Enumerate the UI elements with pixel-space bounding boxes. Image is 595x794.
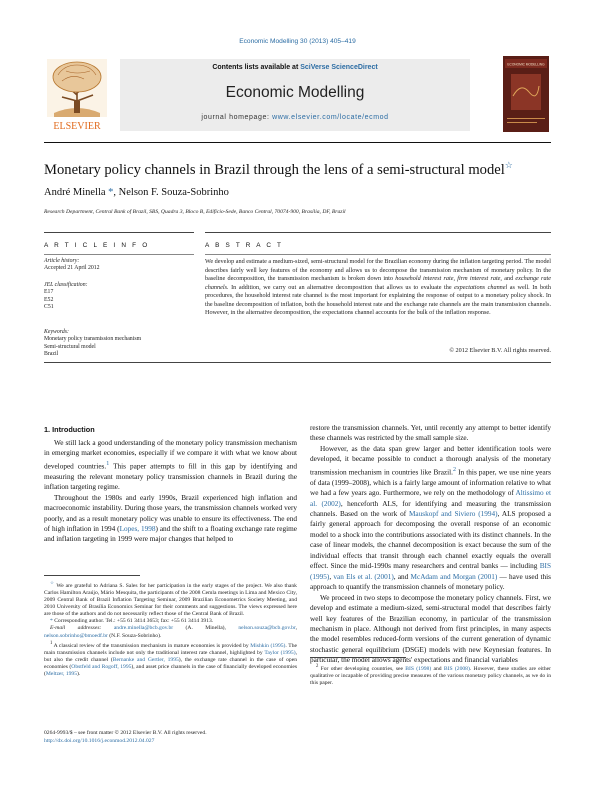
citation-link[interactable]: van Els et al. (2001) — [333, 572, 394, 581]
journal-cover-thumbnail[interactable] — [503, 56, 549, 132]
footnote-divider — [44, 575, 140, 576]
email-link[interactable]: nelson.sobrinho@bmoedf.br — [44, 632, 108, 639]
footnote: $^1$ A classical review of the transmission mechanism in mature economies is provided by Mishkin (1995). The main transmission channels include not only the traditional interest rate channel, highlighted by Taylor (1995), but also the credit channel (Bernanke and Gertler, 1995), the exchange rate channel in the case of open economies (Obstfeld and Rogoff, 1995), and asset price channels in the case of financially developed economies (Meltzer, 1995). — [44, 640, 298, 677]
front-matter-line: 0264-9993/$ – see front matter © 2012 Elsevier B.V. All rights reserved. — [44, 730, 207, 736]
header-divider — [44, 142, 551, 143]
footnote: E-mail addresses: andre.minella@bcb.gov.br (A. Minella), nelson.souza@bcb.gov.br, nelson.sobrinho@bmoedf.br (N.F. Souza-Sobrinho). — [44, 625, 298, 639]
jel-code: E52 — [44, 296, 54, 303]
jel-classification: JEL classification: E17 E52 C51 — [44, 282, 194, 312]
paragraph: Throughout the 1980s and early 1990s, Brazil experienced high inflation and macroeconomic instability. During those years, the transmission channels worked very poorly, and as a result monetary policy was unable to ensure its effectiveness. The end of high inflation in 1994 (Lopes, 1998) and the shift to a floating exchange rate regime and inflation targeting in 1999 were major changes that helped to — [44, 493, 298, 544]
footnote-divider — [310, 657, 406, 658]
publisher-name: ELSEVIER — [53, 121, 101, 132]
paragraph: restore the transmission channels. Yet, until recently any attempt to better identify these channels was restricted by the small sample size. — [310, 424, 551, 443]
author-name: André Minella — [44, 187, 106, 198]
footnote-ref[interactable]: 1 — [106, 460, 110, 467]
citation-link[interactable]: Mishkin (1995) — [250, 642, 286, 649]
citation-link[interactable]: BIS (2008) — [443, 665, 470, 672]
jel-code: E17 — [44, 289, 54, 296]
citation-link[interactable]: Altissimo et al. (2002) — [310, 489, 552, 508]
body-column-right — [310, 423, 551, 666]
journal-name: Economic Modelling — [225, 84, 365, 101]
section-heading: 1. Introduction — [44, 425, 95, 434]
author-name: Nelson F. Souza-Sobrinho — [118, 187, 229, 198]
title-footnote-marker[interactable]: ☆ — [504, 160, 513, 170]
homepage-link[interactable]: www.elsevier.com/locate/ecmod — [272, 114, 389, 121]
jel-code: C51 — [44, 304, 54, 311]
divider — [205, 232, 551, 233]
keywords: Keywords: Monetary policy transmission mechanism Semi-structural model Brazil — [44, 329, 194, 359]
citation-link[interactable]: Bernanke and Gertler, 1995 — [112, 656, 179, 663]
corresponding-author-marker[interactable]: * — [105, 187, 114, 198]
cover-image-icon — [503, 56, 549, 132]
footnote: ☆ We are grateful to Adriana S. Sales for her participation in the early stages of the project. We also thank Carlos Hamilton Araújo, Mário Mesquita, the participants of the 2008 Cemla meetings in Lima and Mexico City, 2009 Central Bank of Brazil Inflation Targeting Seminar, 2009 Brazilian Econometrics Society Meeting, and 2010 University of Brasília Economics Seminar for their comments and suggestions. The views expressed here are those of the authors and do not necessarily reflect those of the Central Bank of Brazil. — [44, 581, 298, 618]
keyword: Monetary policy transmission mechanism — [44, 336, 142, 343]
citation-link[interactable]: Lopes, 1998 — [119, 525, 156, 534]
journal-reference[interactable]: Economic Modelling 30 (2013) 405–419 — [239, 38, 356, 45]
article-title: Monetary policy channels in Brazil through the lens of a semi-structural model☆ — [44, 160, 513, 178]
divider — [44, 362, 551, 363]
paragraph: However, as the data span grew larger and better identification tools were developed, it became possible to conduct a thorough analysis of the monetary transmission mechanism in countries like Brazil.$^2$ In this paper, we use nine years of data (1999–2008), which is a fairly large amount of information relative to what we had a few years ago. Furthermore, we rely on the methodology of Altissimo et al. (2002), henceforth ALS, for identifying and measuring the transmission channels. Based on the work of Mauskopf and Siviero (1994), ALS proposed a fairly general approach for decomposing the overall response of an economic model to a shock into the contributions associated with its distinct channels. In the case of linear models, the channel decomposition is exact because the sum of the individual effects that transit through each channel exactly equals the overall effect. Since the mid-1990s many researchers and central banks — including BIS (1995), van Els et al. (2001), and McAdam and Morgan (2001) — have used this approach to quantify the transmission channels of monetary policy. — [310, 444, 552, 592]
accepted-date: Accepted 21 April 2012 — [44, 265, 100, 272]
elsevier-logo[interactable] — [44, 57, 110, 133]
footnote: $^2$ For other developing countries, see BIS (1998) and BIS (2008). However, these studies are either qualitative or incapable of providing precise measures of the various monetary policy channels, as we do in this paper. — [310, 664, 551, 687]
citation-link[interactable]: Mauskopf and Siviero (1994) — [408, 510, 498, 519]
divider — [44, 232, 194, 233]
footnote-ref[interactable]: 2 — [452, 466, 456, 473]
author-affiliation: Research Department, Central Bank of Brazil, SBS, Quadra 3, Bloco B, Edifício-Sede, Banco Central, 70074-900, Brasília, DF, Brazil — [44, 209, 346, 215]
paragraph: We proceed in two steps to decompose the monetary policy channels. First, we develop and estimate a medium-sized, semi-structural model that describes fairly well key features of the Brazilian economy, in particular of the transmission mechanism in place. Although not derived from first principles, in many aspects the model resembles reduced-form versions of the current generation of dynamic stochastic general equilibrium (DSGE) models with new Keynesian features. In particular, the model allows agents' expectations and financial variables — [310, 593, 551, 665]
paragraph: We still lack a good understanding of the monetary policy transmission mechanism in emerging market economies, especially if we compare it with what we know about developed countries.$^1$ This paper attempts to fill in this gap by identifying and measuring the relevant monetary policy transmission channels in Brazil during the inflation targeting regime. — [44, 439, 297, 492]
cover-title: ECONOMIC MODELLING — [507, 62, 545, 67]
keyword: Brazil — [44, 351, 59, 358]
citation-link[interactable]: McAdam and Morgan (2001) — [410, 572, 498, 581]
divider — [205, 254, 551, 255]
issn-doi — [44, 730, 297, 745]
contents-line: Contents lists available at SciVerse ScienceDirect — [212, 64, 378, 71]
keyword: Semi-structural model — [44, 343, 96, 350]
citation-link[interactable]: BIS (1995) — [310, 562, 551, 581]
citation-link[interactable]: Taylor (1995) — [264, 649, 296, 656]
footnote: * Corresponding author. Tel.: +55 61 3414 3653; fax: +55 61 3414 3913. — [50, 618, 214, 625]
sciencedirect-link[interactable]: SciVerse ScienceDirect — [300, 64, 378, 71]
article-info-heading: A R T I C L E I N F O — [44, 242, 150, 249]
author-list: André Minella *, Nelson F. Souza-Sobrinho — [44, 187, 229, 198]
citation-link[interactable]: BIS (1998) — [405, 665, 432, 672]
copyright-notice: © 2012 Elsevier B.V. All rights reserved. — [449, 347, 551, 354]
email-link[interactable]: nelson.souza@bcb.gov.br — [238, 625, 296, 632]
email-link[interactable]: andre.minella@bcb.gov.br — [113, 625, 174, 632]
doi-link[interactable]: http://dx.doi.org/10.1016/j.econmod.2012.04.027 — [44, 737, 155, 744]
body-column-left — [44, 438, 297, 545]
citation-link[interactable]: Meltzer, 1995 — [45, 670, 78, 677]
journal-homepage: journal homepage: www.elsevier.com/locate/ecmod — [201, 114, 389, 121]
article-history: Article history: Accepted 21 April 2012 — [44, 258, 194, 273]
abstract-heading: A B S T R A C T — [205, 242, 284, 249]
abstract-text: We develop and estimate a medium-sized, semi-structural model for the Brazilian economy during the inflation targeting period. The model describes fairly well key features of the economy and allows us to decompose the transmission mechanism of monetary policy. In the baseline decomposition, the transmission mechanism is broken down into household interest rate, firm interest rate, and exchange rate channels. In addition, we carry out an alternative decomposition that allows us to evaluate the expectations channel as well. In both procedures, the household interest rate channel is the most important for explaining the response of output to a monetary policy shock. In the baseline decomposition of inflation, both the household interest rate and the exchange rate channels are the main transmission channels. However, in the alternative decomposition, the expectations channel accounts for the bulk of the inflation response. — [205, 258, 552, 316]
footnotes-left — [44, 580, 297, 678]
footnotes-right — [310, 663, 551, 687]
divider — [44, 254, 194, 255]
elsevier-tree-icon — [44, 57, 110, 133]
citation-link[interactable]: Obstfeld and Rogoff, 1995 — [71, 663, 132, 670]
